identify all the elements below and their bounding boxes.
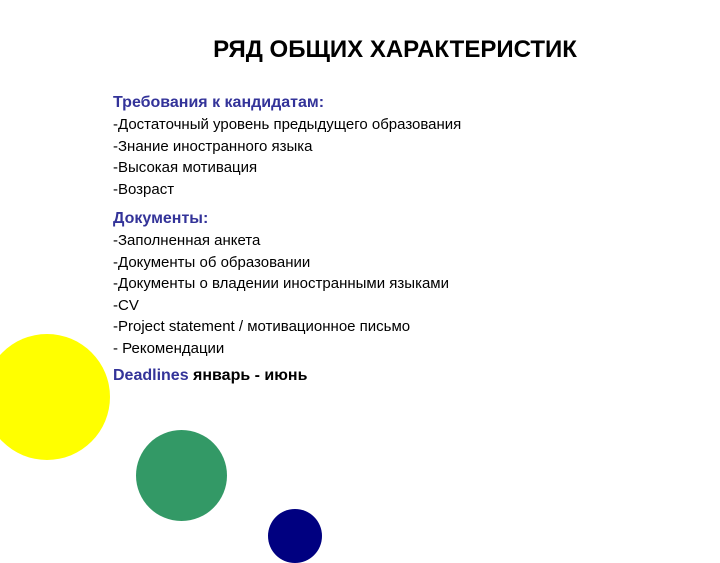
slide-title: РЯД ОБЩИХ ХАРАКТЕРИСТИК: [213, 36, 577, 63]
list-item: -Заполненная анкета: [113, 232, 261, 249]
list-item: -Знание иностранного языка: [113, 137, 313, 155]
green-circle-decoration: [136, 430, 227, 521]
list-item: -CV: [113, 296, 139, 314]
list-item: -Достаточный уровень предыдущего образования: [113, 116, 462, 133]
list-item: -Документы о владении иностранными языками: [113, 275, 449, 292]
navy-circle-decoration: [268, 509, 322, 563]
list-item: -Возраст: [113, 180, 175, 198]
requirements-heading: Требования к кандидатам:: [113, 94, 325, 111]
documents-heading: Документы:: [113, 210, 209, 227]
documents-list: [113, 230, 673, 359]
list-item: -Документы об образовании: [113, 253, 311, 271]
yellow-circle-decoration: [0, 334, 110, 460]
list-item: - Рекомендации: [113, 339, 225, 357]
deadlines-line: [113, 366, 673, 386]
list-item: -Высокая мотивация: [113, 159, 258, 176]
list-item: -Project statement / мотивационное письмо: [113, 318, 411, 335]
deadlines-value: январь - июнь: [193, 367, 308, 384]
deadlines-label: Deadlines: [113, 367, 189, 384]
requirements-list: [113, 114, 673, 200]
slide-content: [113, 93, 673, 386]
